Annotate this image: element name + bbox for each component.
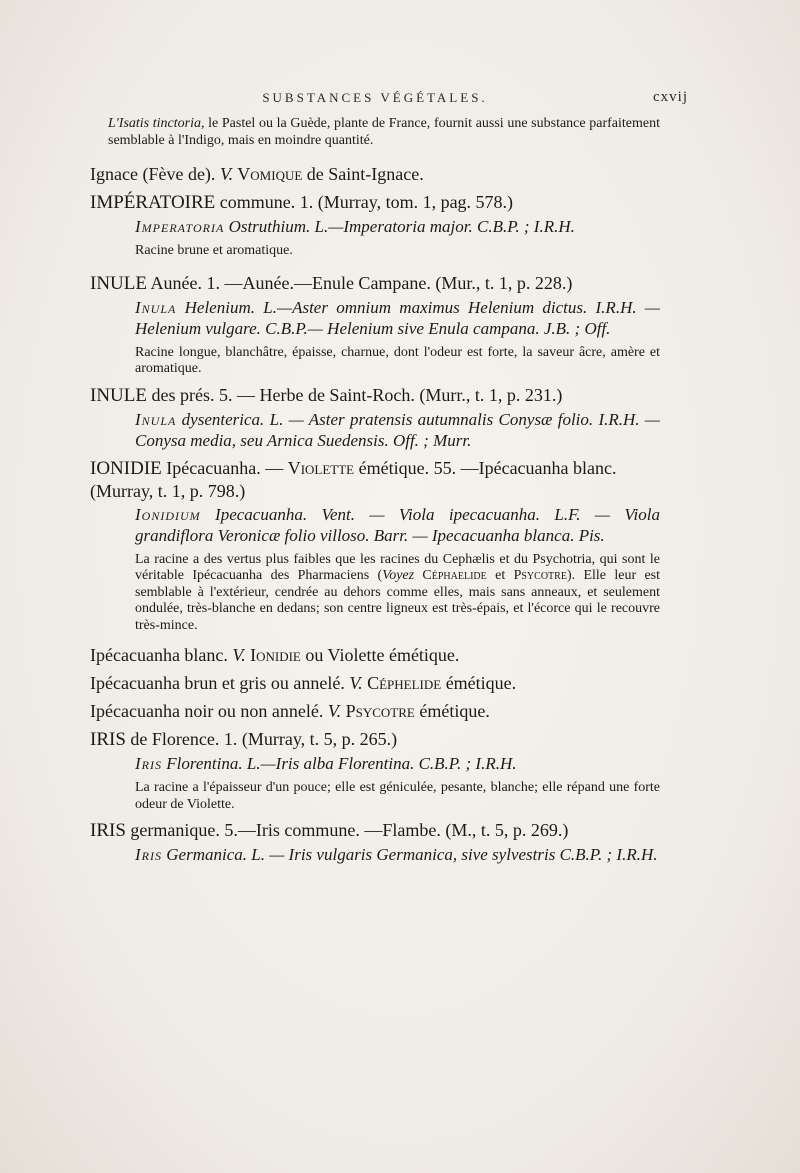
running-header	[90, 89, 688, 116]
entry-ipeca-brun: Ipécacuanha brun et gris ou annelé. V. Céphelide émétique.	[90, 673, 517, 693]
page-number: cxvij	[653, 89, 688, 105]
headword: IMPÉRATOIRE	[90, 192, 216, 213]
entry-iris-florence: IRIS de Florence. 1. (Murray, t. 5, p. 265.)	[90, 729, 398, 750]
note-iris-florence: La racine a l'épaisseur d'un pouce; elle est géniculée, pesante, blanche; elle répand une forte odeur de Violette.	[135, 780, 660, 812]
note-imperatoire: Racine brune et aromatique.	[135, 243, 293, 258]
entry-ignace: Ignace (Fève de). V. Vomique de Saint-Ignace.	[90, 164, 424, 184]
note-inule-aunee: Racine longue, blanchâtre, épaisse, charnue, dont l'odeur est forte, la saveur âcre, amère et aromatique.	[135, 344, 660, 376]
page-content	[90, 89, 688, 865]
synonyms-inule-pres: Inula dysenterica. L. — Aster pratensis autumnalis Conysæ folio. I.R.H. — Conysa media, seu Arnica Suedensis. Off. ; Murr.	[135, 409, 660, 450]
entry-inule-aunee: INULE Aunée. 1. —Aunée.—Enule Campane. (Mur., t. 1, p. 228.)	[90, 272, 573, 294]
headword: INULE	[90, 272, 147, 294]
headword: IONIDIE	[90, 457, 162, 479]
note-ionidie: La racine a des vertus plus faibles que les racines du Cephælis et du Psychotria, qui sont le véritable Ipécacuanha des Pharmaciens (Voyez Céphaelide et Psycotre). Elle leur est semblable à l'extérieur, cendrée au dehors comme elles, mais sans anneaux, et seulement ondulée, très-blanche en dedans; son centre ligneux est très-épais, et l'écorce qui le recouvre très-mince.	[135, 551, 661, 633]
headword: IRIS	[90, 820, 126, 841]
synonyms-iris-germanique: Iris Germanica. L. — Iris vulgaris Germanica, sive sylvestris C.B.P. ; I.R.H.	[135, 845, 658, 864]
synonyms-inule-aunee: Inula Helenium. L.—Aster omnium maximus Helenium dictus. I.R.H. — Helenium vulgare. C.B.P.— Helenium sive Enula campana. J.B. ; Off.	[135, 297, 660, 338]
headword: INULE	[90, 384, 147, 406]
headword: IRIS	[90, 729, 126, 750]
intro-paragraph: L'Isatis tinctoria, le Pastel ou la Guède, plante de France, fournit aussi une substance parfaitement semblable à l'Indigo, mais en moindre quantité.	[108, 116, 660, 148]
header-title: SUBSTANCES VÉGÉTALES.	[262, 90, 488, 105]
entry-ipeca-noir: Ipécacuanha noir ou non annelé. V. Psycotre émétique.	[90, 701, 490, 721]
synonyms-iris-florence: Iris Florentina. L.—Iris alba Florentina. C.B.P. ; I.R.H.	[135, 754, 517, 773]
synonyms-ionidie: Ionidium Ipecacuanha. Vent. — Viola ipecacuanha. L.F. — Viola grandiflora Veronicæ folio villoso. Barr. — Ipecacuanha blanca. Pis.	[135, 504, 660, 545]
entry-ipeca-blanc: Ipécacuanha blanc. V. Ionidie ou Violette émétique.	[90, 645, 460, 665]
entry-inule-pres: INULE des prés. 5. — Herbe de Saint-Roch. (Murr., t. 1, p. 231.)	[90, 384, 563, 406]
entry-iris-germanique: IRIS germanique. 5.—Iris commune. —Flambe. (M., t. 5, p. 269.)	[90, 820, 569, 841]
entry-ionidie: IONIDIE Ipécacuanha. — Violette émétique. 55. —Ipécacuanha blanc. (Murray, t. 1, p. 798.)	[90, 457, 617, 501]
entry-imperatoire: IMPÉRATOIRE commune. 1. (Murray, tom. 1, pag. 578.)	[90, 192, 514, 213]
synonyms-imperatoire: Imperatoria Ostruthium. L.—Imperatoria major. C.B.P. ; I.R.H.	[135, 217, 575, 236]
